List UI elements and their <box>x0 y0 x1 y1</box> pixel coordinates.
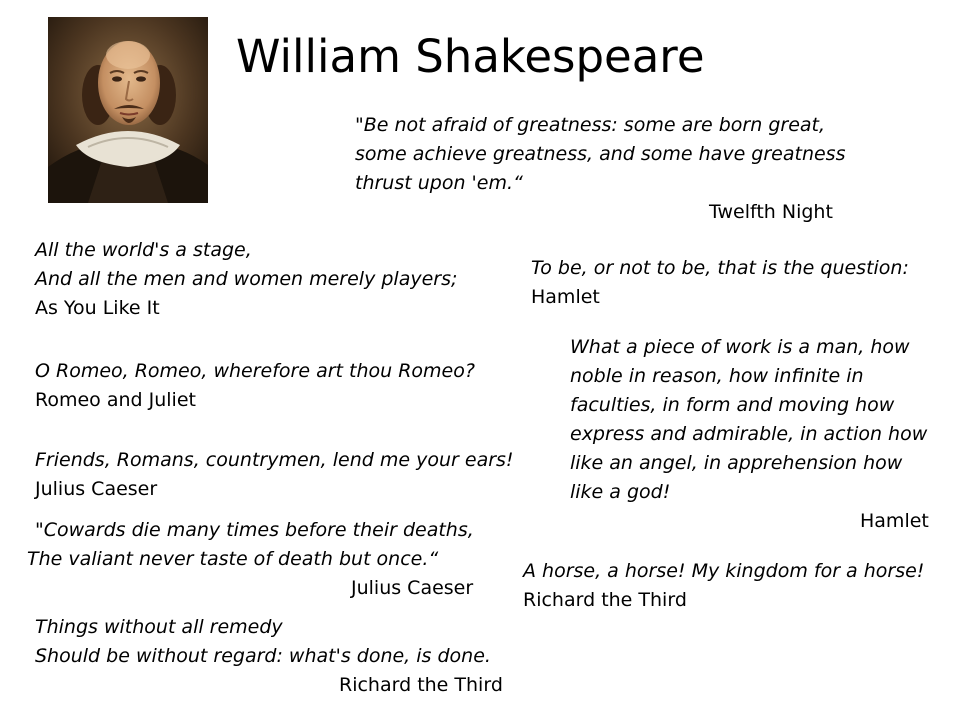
quote-source: As You Like It <box>35 297 160 319</box>
quote-line: All the world's a stage, <box>35 239 252 261</box>
quote-line: noble in reason, how infinite in <box>570 365 864 387</box>
quote-block-romeo-and-juliet <box>35 357 475 415</box>
quote-block-twelfth-night <box>355 111 845 227</box>
quote-line: Things without all remedy <box>35 616 283 638</box>
quote-line: Friends, Romans, countrymen, lend me your ears! <box>35 449 514 471</box>
quote-line: like an angel, in apprehension how <box>570 452 903 474</box>
quote-block-cowards <box>27 516 474 603</box>
quote-line: "Be not afraid of greatness: some are born great, <box>355 114 826 136</box>
quote-line: O Romeo, Romeo, wherefore art thou Romeo? <box>35 360 475 382</box>
quote-line: The valiant never taste of death but once.“ <box>27 548 439 570</box>
quote-line: To be, or not to be, that is the question: <box>531 257 909 279</box>
quote-line: And all the men and women merely players; <box>35 268 458 290</box>
quote-line: "Cowards die many times before their deaths, <box>35 519 474 541</box>
quote-source: Richard the Third <box>339 674 503 696</box>
shakespeare-portrait <box>48 17 208 203</box>
quote-block-without-remedy <box>35 613 503 700</box>
quote-source: Romeo and Juliet <box>35 389 196 411</box>
quote-line: like a god! <box>570 481 671 503</box>
quote-source: Hamlet <box>860 510 929 532</box>
quote-line: some achieve greatness, and some have greatness <box>355 143 846 165</box>
quote-line: A horse, a horse! My kingdom for a horse! <box>523 560 925 582</box>
quote-line: Should be without regard: what's done, is done. <box>35 645 491 667</box>
quote-line: What a piece of work is a man, how <box>570 336 910 358</box>
quote-source: Hamlet <box>531 286 600 308</box>
quote-line: faculties, in form and moving how <box>570 394 895 416</box>
page-title: William Shakespeare <box>236 30 705 83</box>
quote-block-to-be <box>531 254 909 312</box>
quote-source: Twelfth Night <box>709 201 833 223</box>
quote-source: Julius Caeser <box>351 577 474 599</box>
quote-block-piece-of-work <box>570 333 929 536</box>
portrait-illustration <box>48 17 208 203</box>
quote-source: Richard the Third <box>523 589 687 611</box>
quote-block-friends-romans <box>35 446 514 504</box>
quote-block-horse <box>523 557 924 615</box>
quote-line: thrust upon 'em.“ <box>355 172 523 194</box>
quote-line: express and admirable, in action how <box>570 423 928 445</box>
quote-source: Julius Caeser <box>35 478 158 500</box>
quote-block-as-you-like-it <box>35 236 457 323</box>
